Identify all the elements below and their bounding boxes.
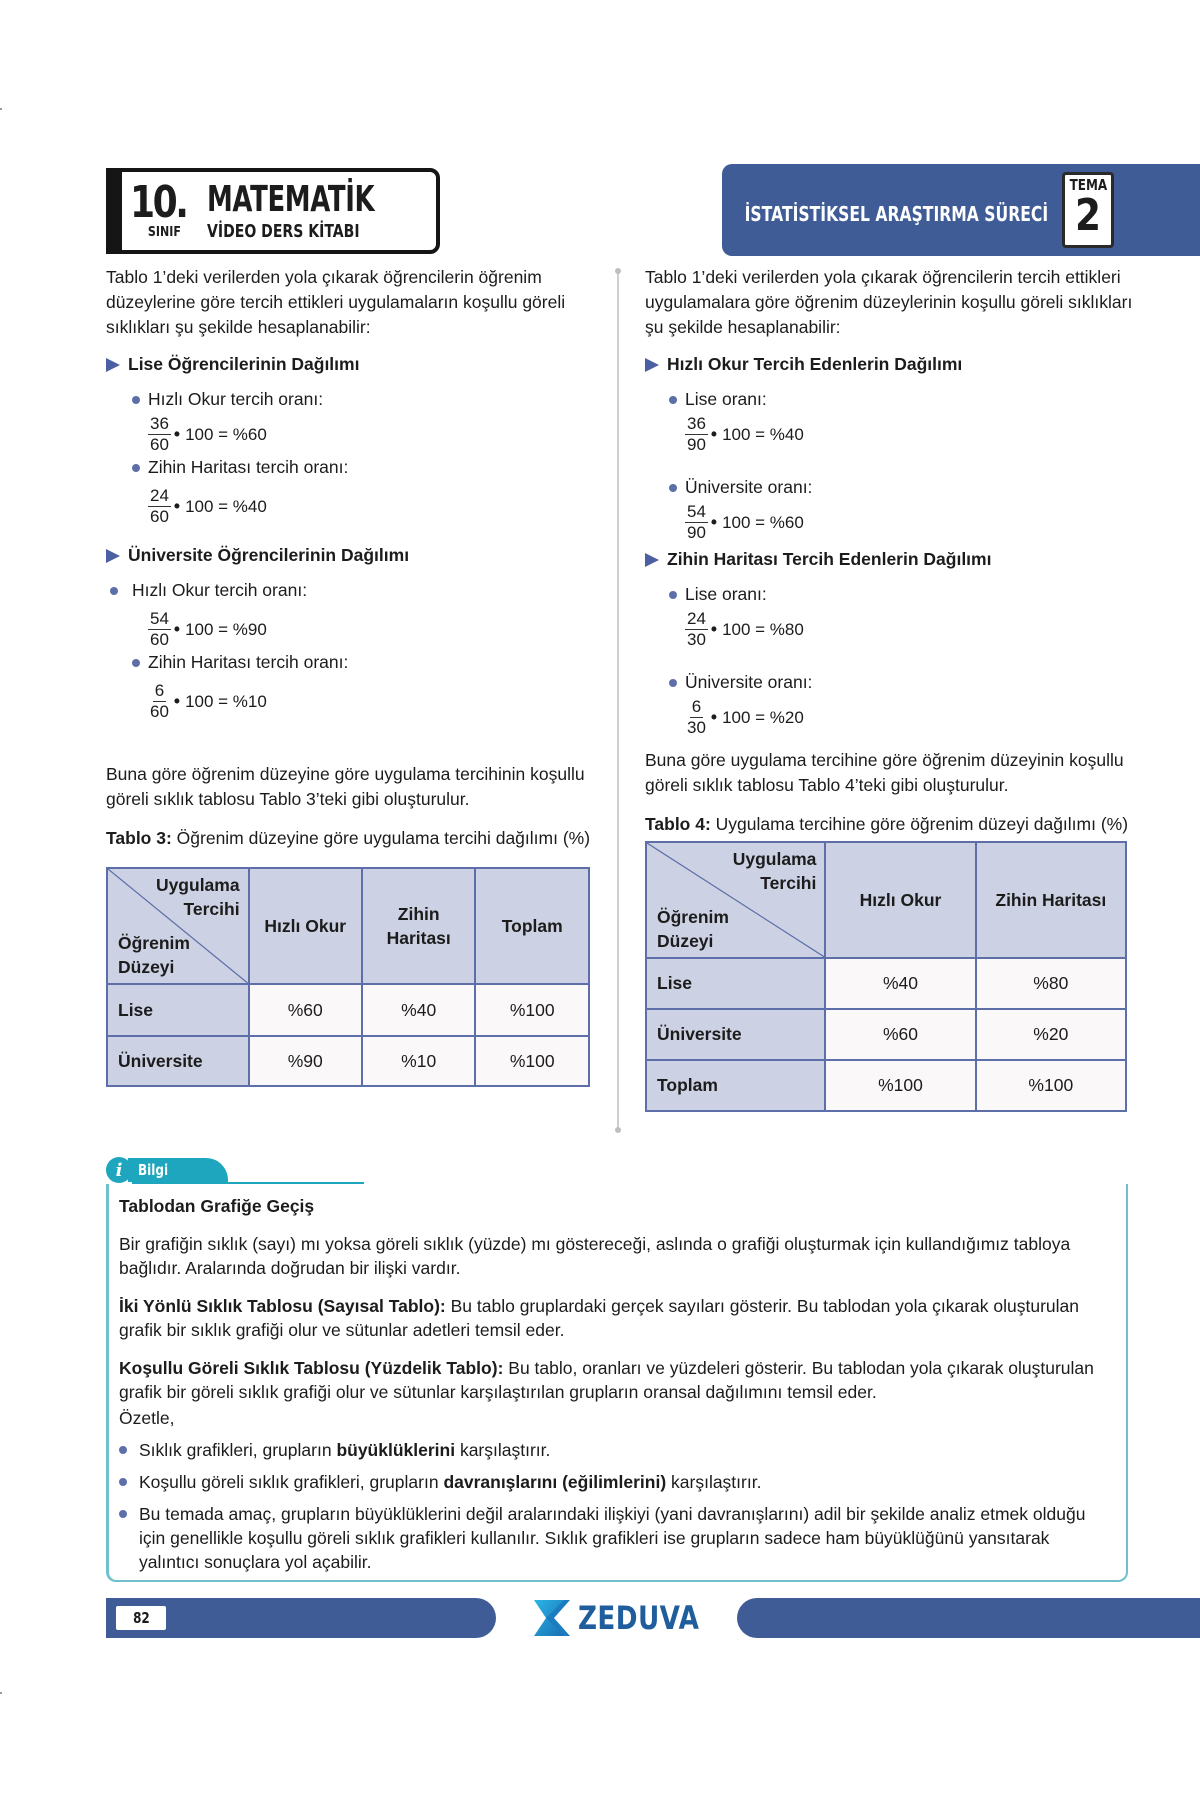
info-bullet-list [119,1438,1114,1574]
bullet-dot-icon [119,1478,127,1486]
section-heading: Zihin Haritası Tercih Edenlerin Dağılımı [645,547,1135,572]
formula: $\frac{6}{60}$ • 100 = %10 [150,681,267,721]
page-number: 82 [116,1606,166,1630]
triangle-bullet-icon [106,549,120,563]
theme-banner [722,164,1200,256]
right-intro: Tablo 1’deki verilerden yola çıkarak öğrencilerin tercih ettikleri uygulamalara göre öğrenim düzeylerinin koşullu göreli sıklıkları şu şekilde hesaplanabilir: [645,267,1133,337]
bullet-dot-icon [669,591,677,599]
list-item: Koşullu göreli sıklık grafikleri, grupların davranışlarını (eğilimlerini) karşılaştırır. [119,1470,1114,1494]
info-title: Tablodan Grafiğe Geçiş [119,1196,315,1216]
table-row: Üniversite %60 %20 [646,1009,1126,1060]
footer-left-bar [106,1598,496,1638]
book-title: MATEMATİK [206,178,375,220]
book-subtitle: VİDEO DERS KİTABI [206,220,360,242]
list-item: Zihin Haritası tercih oranı: [132,650,596,675]
list-item: Hızlı Okur tercih oranı: [110,578,596,603]
triangle-bullet-icon [645,358,659,372]
bullet-dot-icon [132,396,140,404]
formula: $\frac{36}{90}$ • 100 = %40 [687,414,804,454]
bullet-dot-icon [119,1446,127,1454]
table-corner-header: Uygulama Tercihi Öğrenim Düzeyi [646,842,825,958]
right-column [645,265,1135,1112]
table-row: Toplam %100 %100 [646,1060,1126,1111]
info-box [106,1156,1128,1582]
zeduva-logo [530,1596,726,1640]
bullet-dot-icon [669,679,677,687]
list-item: Lise oranı: [669,387,1135,412]
grade-number: 10. [130,176,187,228]
table-4-caption: Tablo 4: Uygulama tercihine göre öğrenim düzeyi dağılımı (%) [645,814,1129,834]
column-header: Hızlı Okur [825,842,975,958]
section-heading: Hızlı Okur Tercih Edenlerin Dağılımı [645,352,1135,377]
info-tab [106,1156,228,1184]
formula: $\frac{54}{90}$ • 100 = %60 [687,502,804,542]
theme-number: 2 [1074,190,1102,241]
table-row: Lise %60 %40 %100 [107,984,589,1036]
table-4 [645,841,1127,1112]
formula: $\frac{6}{30}$ • 100 = %20 [687,697,804,737]
list-item: Bu temada amaç, grupların büyüklüklerini değil aralarındaki ilişkiyi (yani davranışlarını) adil bir şekilde analiz etmek olduğu için genellikle koşullu göreli sıklık grafikleri kullanılır. Sıklık grafikleri ise grupların sadece ham büyüklüğünü yansıtarak yalıntıcı sonuçlara yol açabilir. [119,1502,1114,1574]
table-row: Lise %40 %80 [646,958,1126,1009]
bullet-dot-icon [132,464,140,472]
grade-label: SINIF [147,224,181,240]
footer-right-bar [737,1598,1200,1638]
column-header: Hızlı Okur [249,868,362,984]
bullet-dot-icon [119,1510,127,1518]
column-header: Toplam [475,868,589,984]
theme-label: TEMA [1069,176,1108,194]
scan-mark [0,108,2,110]
column-divider [617,272,619,1129]
table-3 [106,867,590,1087]
formula: $\frac{24}{60}$ • 100 = %40 [150,486,267,526]
info-paragraph: İki Yönlü Sıklık Tablosu (Sayısal Tablo): Bu tablo gruplardaki gerçek sayıları gösterir. Bu tablodan yola çıkarak oluşturulan grafik bir sıklık grafiği olur ve sütunlar adetleri temsil eder. [119,1296,1080,1340]
info-paragraph: Koşullu Göreli Sıklık Tablosu (Yüzdelik Tablo): Bu tablo, oranları ve yüzdeleri gösterir. Bu tablodan yola çıkarak oluşturulan grafik bir göreli sıklık grafiği olur ve sütunlar karşılaştırılan grupların oransal dağılımını temsil eder. [119,1358,1094,1402]
list-item: Üniversite oranı: [669,475,1135,500]
theme-badge [1062,172,1114,248]
formula: $\frac{36}{60}$ • 100 = %60 [150,414,267,454]
section-heading: Lise Öğrencilerinin Dağılımı [106,352,596,377]
book-brand-box [106,168,440,254]
qr-code-icon[interactable] [110,172,122,250]
list-item: Üniversite oranı: [669,670,1135,695]
list-item: Zihin Haritası tercih oranı: [132,455,596,480]
table-corner-header: Uygulama Tercihi Öğrenim Düzeyi [107,868,249,984]
info-paragraph: Bir grafiğin sıklık (sayı) mı yoksa göreli sıklık (yüzde) mı göstereceği, aslında o grafiği oluşturmak için kullandığımız tabloya bağlıdır. Aralarında doğrudan bir ilişki vardır. [119,1234,1071,1278]
formula: $\frac{54}{60}$ • 100 = %90 [150,609,267,649]
column-header: Zihin Haritası [362,868,476,984]
info-summary: Özetle, [119,1408,175,1428]
bullet-dot-icon [132,659,140,667]
list-item: Sıklık grafikleri, grupların büyüklüklerini karşılaştırır. [119,1438,1114,1462]
bullet-dot-icon [110,587,118,595]
bullet-dot-icon [669,396,677,404]
triangle-bullet-icon [645,553,659,567]
table-row: Üniversite %90 %10 %100 [107,1036,589,1086]
column-header: Zihin Haritası [976,842,1126,958]
right-conclusion: Buna göre uygulama tercihine göre öğrenim düzeyinin koşullu göreli sıklık tablosu Tablo 4’teki gibi oluşturulur. [645,750,1124,795]
left-column [106,265,596,1087]
info-body [106,1184,1128,1582]
triangle-bullet-icon [106,358,120,372]
logo-text: ZEDUVA [578,1599,700,1637]
info-tab-label: Bilgi [128,1158,228,1182]
bullet-dot-icon [669,484,677,492]
theme-title: İSTATİSTİKSEL ARAŞTIRMA SÜRECİ [744,202,1048,226]
formula: $\frac{24}{30}$ • 100 = %80 [687,609,804,649]
zeduva-logo-icon [530,1596,574,1640]
scan-mark [0,1692,2,1694]
list-item: Lise oranı: [669,582,1135,607]
left-conclusion: Buna göre öğrenim düzeyine göre uygulama tercihinin koşullu göreli sıklık tablosu Tablo 3’teki gibi oluşturulur. [106,764,585,809]
info-icon: i [106,1157,132,1183]
table-3-caption: Tablo 3: Öğrenim düzeyine göre uygulama tercihi dağılımı (%) [106,828,591,848]
section-heading: Üniversite Öğrencilerinin Dağılımı [106,543,596,568]
list-item: Hızlı Okur tercih oranı: [132,387,596,412]
left-intro: Tablo 1’deki verilerden yola çıkarak öğrencilerin öğrenim düzeylerine göre tercih ettikleri uygulamaların koşullu göreli sıklıkları şu şekilde hesaplanabilir: [106,267,566,337]
